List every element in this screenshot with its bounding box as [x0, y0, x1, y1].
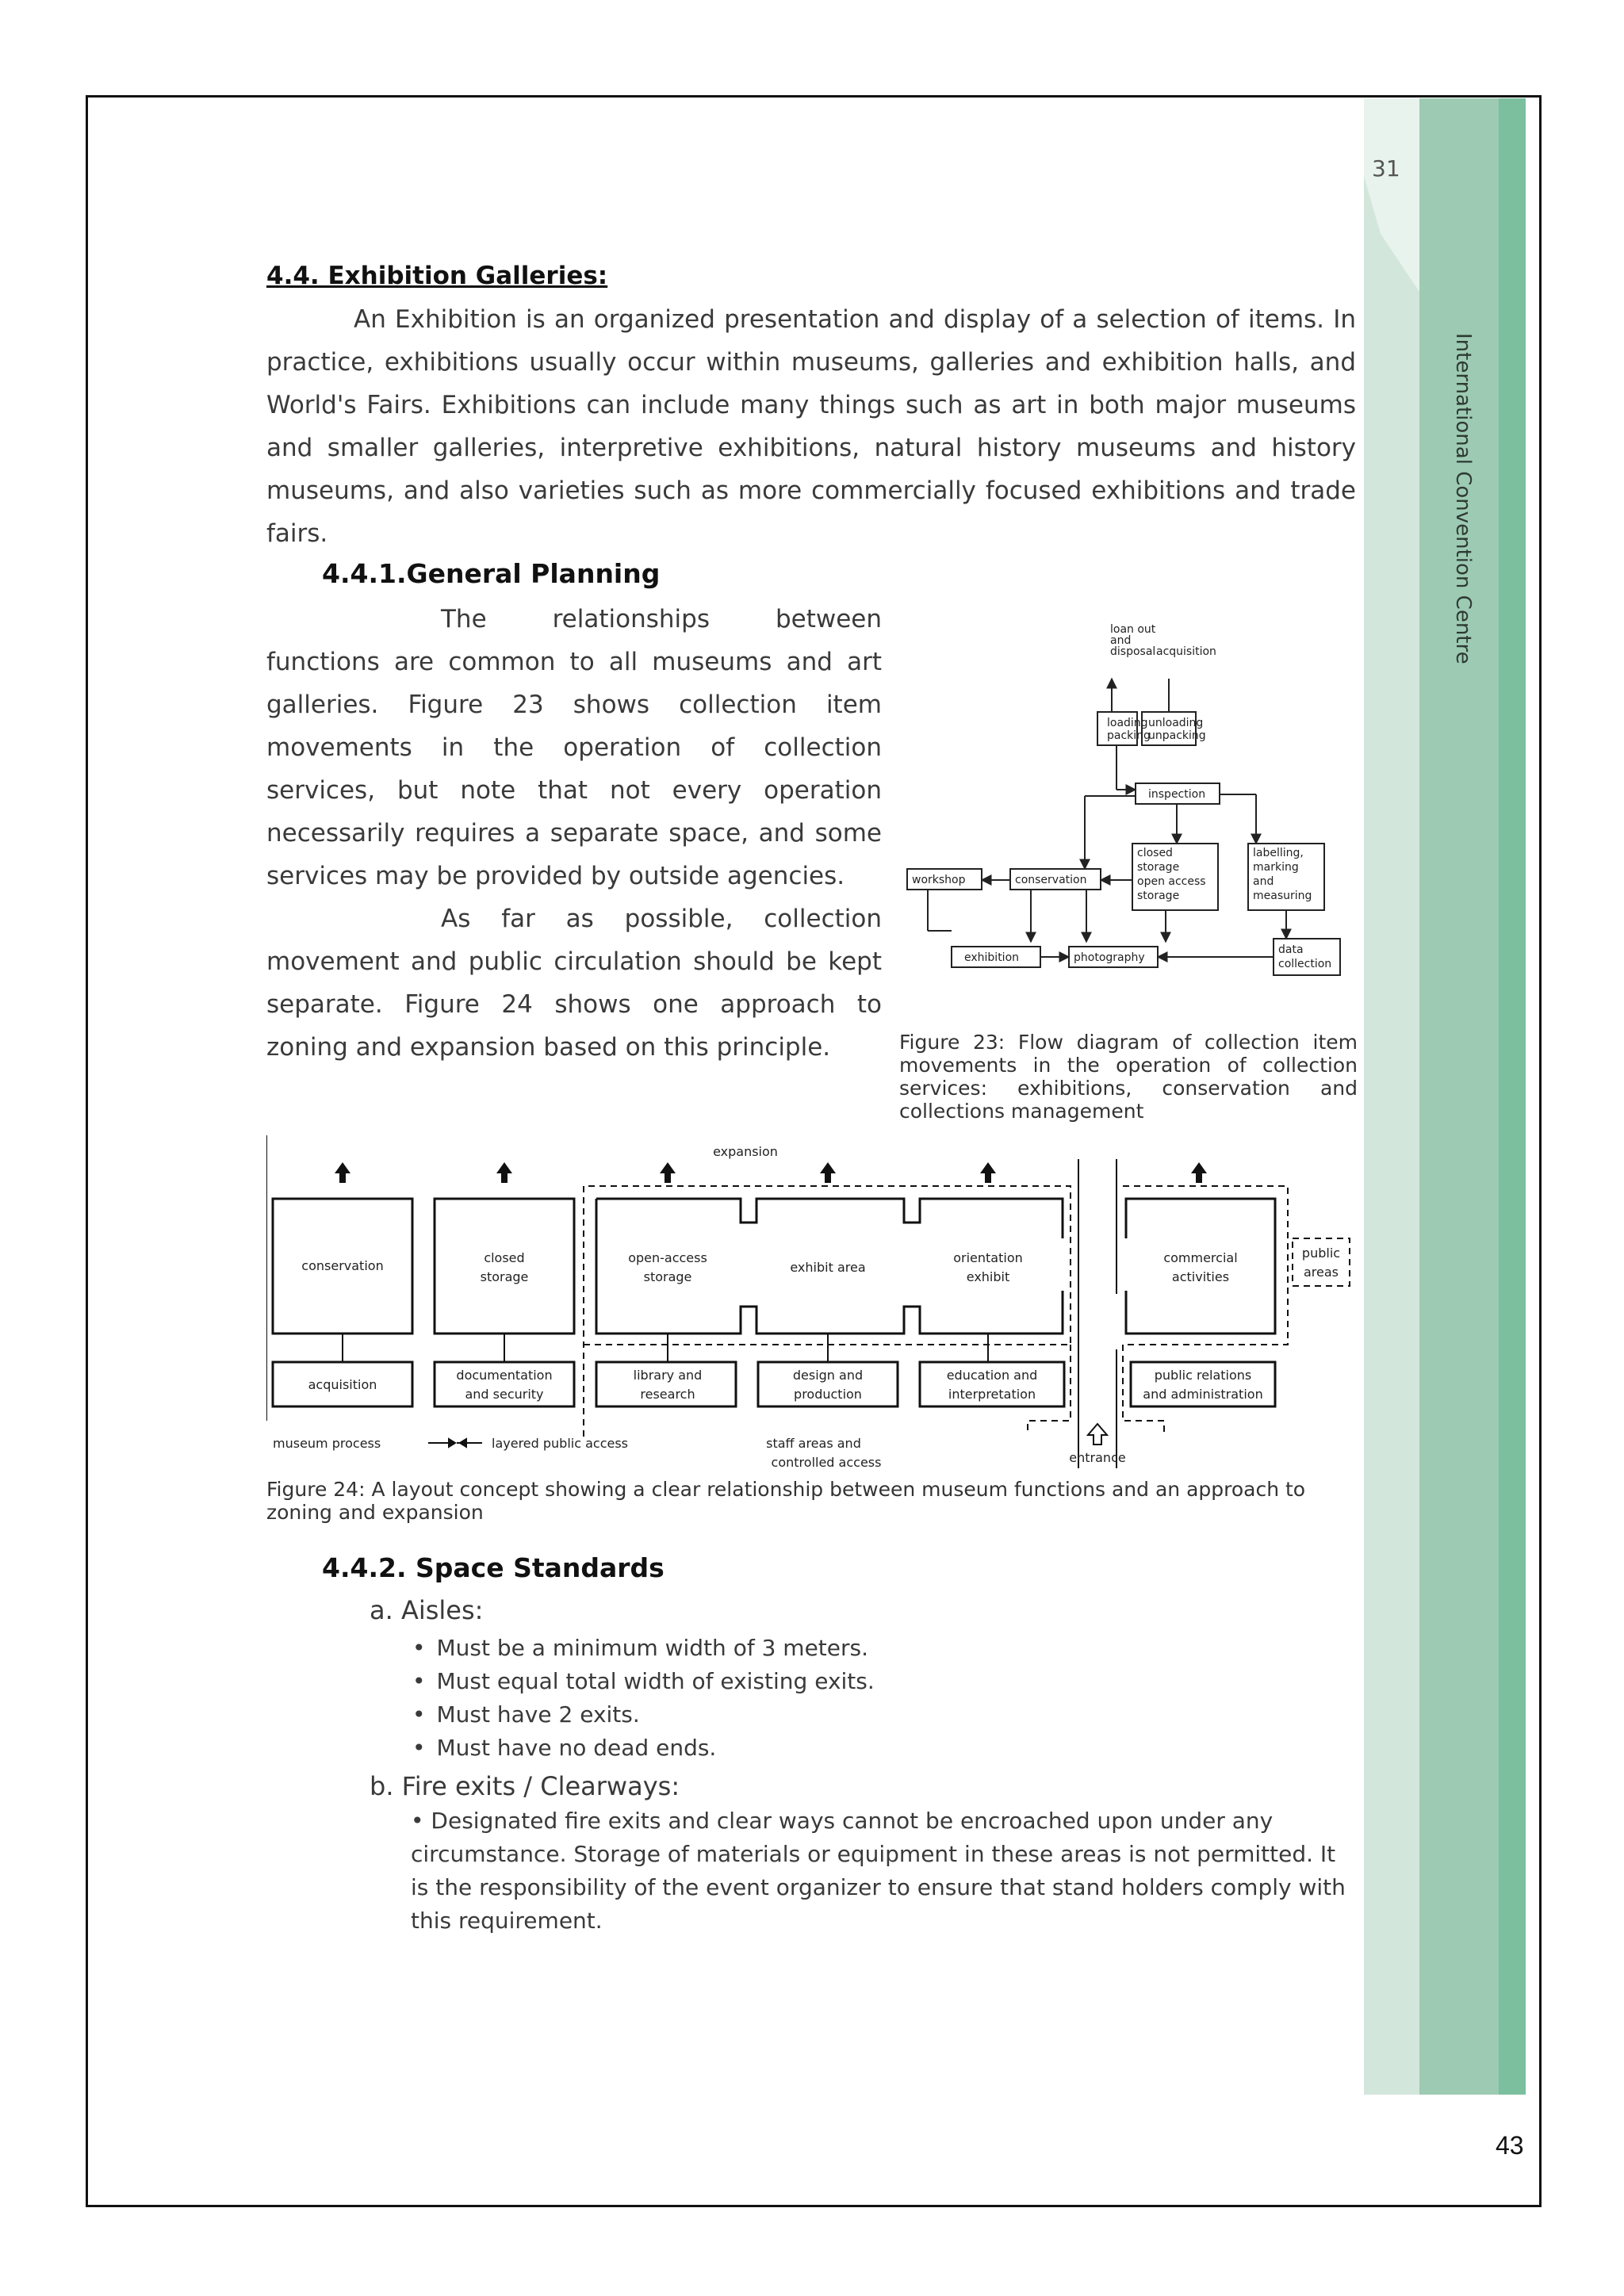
general-planning-paragraph-1: The relationships between functions are common to all museums and art galleries. Figure 23 shows collection item movements in the operation of collection services, but note that not every operation necessarily requires a separate space, and some services may be provided by outside agencies. [266, 605, 882, 890]
fire-exits-subheading: b. Fire exits / Clearways: [370, 1771, 680, 1801]
fig24-layered-public-label: layered public access [492, 1436, 629, 1451]
side-band-dark [1499, 98, 1526, 2095]
side-band-light [1364, 98, 1419, 2095]
fig24-acquisition-label: acquisition [308, 1377, 377, 1392]
fig24-staff-label: controlled access [771, 1455, 882, 1470]
fig23-labelling-label: labelling, [1253, 847, 1304, 859]
fig23-loan-out-label: loan out [1110, 623, 1156, 636]
fig24-orientation-label: orientation [953, 1250, 1023, 1265]
fig24-design-label: production [794, 1387, 862, 1402]
aisles-list [412, 1632, 875, 1765]
figure-23-caption: Figure 23: Flow diagram of collection item movements in the operation of collection services: exhibitions, conservation and collections management [899, 1031, 1358, 1123]
fig23-loading-label: packing [1107, 729, 1151, 742]
fig24-staff-label: staff areas and [766, 1436, 861, 1451]
fig24-documentation-label: documentation [456, 1368, 553, 1383]
arrow-up-icon [496, 1162, 512, 1183]
fig23-labelling-label: marking [1253, 861, 1299, 874]
fig24-closed-label: storage [480, 1269, 529, 1284]
fig24-orientation-label: exhibit [966, 1269, 1010, 1284]
fig24-public-label: areas [1303, 1265, 1339, 1280]
fig24-closed-storage-box [435, 1199, 574, 1334]
fig23-workshop-label: workshop [912, 874, 966, 886]
fig23-photography-label: photography [1074, 951, 1145, 964]
fire-exits-paragraph: • Designated fire exits and clear ways cannot be encroached upon under any circumstance. Storage of materials or equipment in these areas is not permitted. It is the responsibility of the event organizer to ensure that stand holders comply with this requirement. [411, 1808, 1346, 1934]
fig23-storage-label: closed [1137, 847, 1173, 859]
general-planning-paragraph-2: As far as possible, collection movement and public circulation should be kept separate. Figure 24 shows one approach to zoning and expansion based on this principle. [266, 905, 882, 1062]
fig23-storage-label: open access [1137, 875, 1206, 888]
fig23-data-label: data [1278, 943, 1304, 956]
fig24-expansion-label: expansion [713, 1144, 778, 1159]
page-number-top: 31 [1372, 155, 1400, 182]
space-standards-heading: 4.4.2. Space Standards [322, 1552, 665, 1583]
fig24-education-label: education and [946, 1368, 1038, 1383]
fig24-library-label: library and [633, 1368, 703, 1383]
arrow-up-icon [980, 1162, 996, 1183]
fig24-open-label: storage [643, 1269, 692, 1284]
fig24-commercial-zone [1123, 1186, 1288, 1345]
fig24-open-label: open-access [628, 1250, 707, 1265]
entrance-arrow-icon [1088, 1424, 1107, 1445]
fig24-pr-label: public relations [1154, 1368, 1252, 1383]
fig24-library-label: research [640, 1387, 695, 1402]
fig23-loading-label: loading [1107, 717, 1148, 729]
list-item: • Must be a minimum width of 3 meters. [412, 1632, 875, 1665]
fig23-exhibition-label: exhibition [964, 951, 1020, 964]
fig24-commercial-label: commercial [1163, 1250, 1238, 1265]
fig24-closed-label: closed [484, 1250, 525, 1265]
fig24-entrance-label: entrance [1069, 1450, 1126, 1465]
figure-23-diagram [904, 618, 1348, 983]
fig23-unloading-label: unloading [1148, 717, 1204, 729]
arrow-up-icon [335, 1162, 350, 1183]
fig23-acquisition-label: acquisition [1156, 645, 1216, 658]
fig23-conservation-label: conservation [1015, 874, 1087, 886]
aisles-subheading: a. Aisles: [370, 1595, 484, 1625]
fig24-exhibit-outline [596, 1199, 1063, 1238]
page-number-bottom: 43 [1496, 2131, 1524, 2160]
fig23-loan-out-label: disposal [1110, 645, 1156, 658]
fig24-commercial-label: activities [1171, 1269, 1230, 1284]
list-item: • Must have no dead ends. [412, 1732, 875, 1765]
fig23-loan-out-label: and [1110, 634, 1132, 647]
fig24-education-label: interpretation [948, 1387, 1036, 1402]
fig24-public-label: public [1301, 1246, 1341, 1261]
fig24-exhibit-area-label: exhibit area [790, 1260, 866, 1275]
intro-paragraph: An Exhibition is an organized presentation and display of a selection of items. In practice, exhibitions usually occur within museums, galleries and exhibition halls, and World's Fairs. Exhibitions can include many things such as art in both major museums and smaller galleries, interpretive exhibitions, natural history museums and history museums, and also varieties such as more commercially focused exhibitions and trade fairs. [266, 305, 1356, 548]
fig23-inspection-label: inspection [1148, 788, 1206, 801]
fig23-unloading-label: unpacking [1148, 729, 1206, 742]
list-item: • Must have 2 exits. [412, 1698, 875, 1732]
arrow-up-icon [820, 1162, 836, 1183]
fig24-conservation-label: conservation [301, 1258, 384, 1273]
fig24-documentation-label: and security [465, 1387, 544, 1402]
fig24-museum-process-label: museum process [273, 1436, 381, 1451]
fig24-commercial-outline [1126, 1199, 1275, 1334]
fig23-labelling-label: and [1253, 875, 1274, 888]
figure-24-caption: Figure 24: A layout concept showing a clear relationship between museum functions and an approach to zoning and expansion [266, 1478, 1306, 1524]
fig24-design-label: design and [792, 1368, 864, 1383]
side-title: International Convention Centre [1451, 333, 1475, 664]
general-planning-heading: 4.4.1.General Planning [322, 558, 661, 589]
fig24-pr-label: and administration [1143, 1387, 1263, 1402]
fig23-data-label: collection [1278, 958, 1332, 970]
figure-24-diagram [266, 1135, 1358, 1476]
arrow-up-icon [1191, 1162, 1207, 1183]
list-item: • Must equal total width of existing exits. [412, 1665, 875, 1698]
section-heading: 4.4. Exhibition Galleries: [266, 262, 608, 290]
fig23-labelling-label: measuring [1253, 890, 1312, 902]
fig23-storage-label: storage [1137, 861, 1180, 874]
fig23-storage-label: storage [1137, 890, 1180, 902]
arrow-up-icon [660, 1162, 676, 1183]
